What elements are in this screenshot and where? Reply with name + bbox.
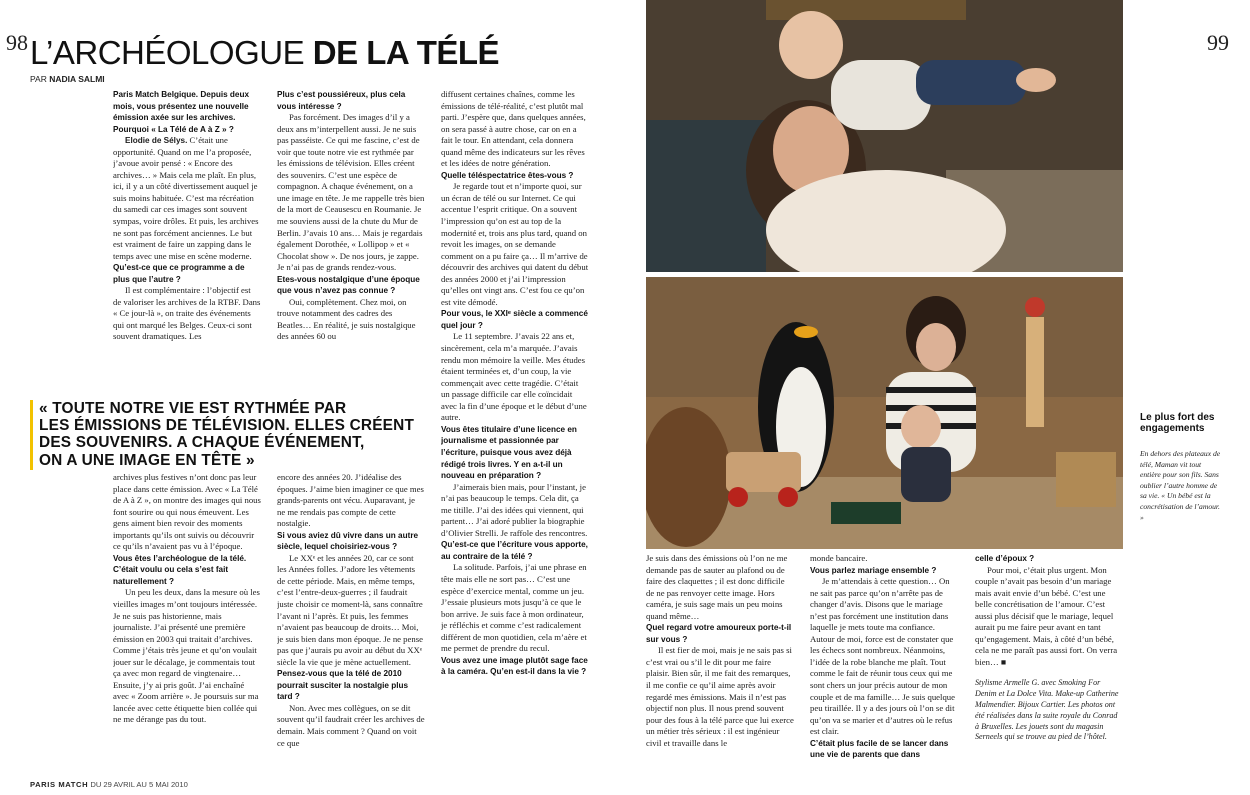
question: Quel regard votre amoureux porte-t-il sur vous ?: [646, 623, 792, 644]
question: Pensez-vous que la télé de 2010 pourrait susciter la nostalgie plus tard ?: [277, 669, 409, 702]
page-footer: [30, 780, 188, 789]
answer: Le XXᵉ et les années 20, car ce sont les Années folles. J’adore les vêtements de cette période. Mais, en même temps, c’est l’entre-deux-guerres ; il faudrait juste choisir ce moment-là, sans connaître l’avant ni l’après. Et puis, les femmes n’avaient pas beaucoup de droits… Moi, je suis bien dans mon époque. Je ne pense pas que j’aurais pu avoir au début du XXᵉ siècle la vie que je mène actuellement.: [277, 552, 423, 667]
title-bold: DE LA TÉLÉ: [312, 34, 500, 71]
byline-prefix: PAR: [30, 74, 47, 84]
answer: [113, 135, 261, 262]
answer: encore des années 20. J’idéalise des époques. J’aime bien imaginer ce que mes grands-parents ont vécu. Auparavant, je ne me rendais pas compte de cette nostalgie.: [277, 472, 424, 529]
photo-caption-title: Le plus fort des engagements: [1140, 412, 1215, 434]
answer: La solitude. Parfois, j’ai une phrase en tête mais elle ne sort pas… C’est une espèce d’exercice mental, comme un jeu. J’essaie plusieurs mots jusqu’à ce que le bon arrive. Je suis face à mon ordinateur, je réfléchis et comme c’est radicalement différent de mon quotidien, cela m’aère et me permet de prendre du recul.: [441, 562, 587, 654]
text-column-2-top: [277, 89, 425, 391]
answer: Je regarde tout et n’importe quoi, sur un écran de télé ou sur Internet. Ce qui accentue l’esprit critique. On a souvent l’impression qu’on est au top de la modernité et, trois ans plus tard, quand on revoit les images, on se demande comment on a pu faire ça… Il m’arrive de découvrir des archives qui datent du début des années 2000 et j’ai l’impression qu’elles ont vingt ans. C’est fou ce qu’on est vite démodé.: [441, 181, 589, 307]
answer: Il est fier de moi, mais je ne sais pas si c’est vrai ou s’il le dit pour me faire plaisir. Bien sûr, il me fait des remarques, il me confie ce qu’il aime après avoir regardé mes émissions. Mais il n’est pas objectif non plus. Il nous prend souvent pour des fous à la télé parce que lui exerce un métier très sérieux : il est ingénieur civil et travaille dans le: [646, 645, 794, 748]
answer: archives plus festives n’ont donc pas leur place dans cette émission. Avec « La Télé de A à Z », on montre des images qui nous font sourire ou qui nous émeuvent. Les gens aiment bien revoir des moments importants qu’ils ont suivis ou découvrir ce qu’ils n’avaient pas vu à l’époque.: [113, 472, 261, 552]
question: Paris Match Belgique. Depuis deux mois, vous présentez une nouvelle émission axée sur les archives. Pourquoi « La Télé de A à Z » ?: [113, 90, 250, 134]
magazine-name: PARIS MATCH: [30, 780, 89, 789]
answer: Il est complémentaire : l’objectif est de valoriser les archives de la RTBF. Dans « Ce jour-là », on traite des événements qui ont marqué les Belges. Ceux-ci sont souvent dramatiques. Les: [113, 285, 261, 342]
pull-quote-line: « TOUTE NOTRE VIE EST RYTHMÉE PAR: [39, 400, 347, 417]
text-column-2-bottom: [277, 472, 425, 777]
answer: Pour moi, c’était plus urgent. Mon couple n’avait pas besoin d’un mariage mais avait envie d’un bébé. C’est une belle concrétisation de l’amour. C’est aussi plus décisif que le mariage, lequel aurait pu me faire peur avant en tant qu’engagement. Mais, à côté d’un bébé, cela ne me paraît pas aussi fort. On verra bien… ■: [975, 564, 1118, 667]
answer: Non. Avec mes collègues, on se dit souvent qu’il faudrait créer les archives de demain. Mais comment ? Quand on voit ce que: [277, 702, 425, 748]
question: Pour vous, le XXIᵉ siècle a commencé quel jour ?: [441, 309, 588, 330]
byline-author: NADIA SALMI: [49, 74, 105, 84]
pull-quote-line: LES ÉMISSIONS DE TÉLÉVISION. ELLES CRÉENT: [39, 417, 415, 435]
text-column-5: [810, 553, 958, 778]
answer-text: C’était une opportunité. Quand on me l’a proposée, j’avoue avoir pensé : « Encore des archives… » Mais cela me plaît. En plus, ici, il y a un côté divertissement auquel je suis moins habituée. C’est ma récréation du samedi car ces images sont souvent sympas, voire drôles. Et puis, les archives ne sont pas forcément anciennes. Le but est vraiment de faire un zapping dans le temps avec une mise en scène moderne.: [113, 135, 259, 261]
question: Vous parlez mariage ensemble ?: [810, 565, 937, 575]
question: celle d’époux ?: [975, 554, 1035, 563]
photo-mother-lifting-baby: [646, 0, 1123, 272]
photo-illustration: [646, 0, 1123, 272]
question: Vous êtes titulaire d’une licence en journalisme et passionnée par l’écriture, puisque vous avez déjà rédigé trois livres. Y en a-t-il un nouveau en préparation ?: [441, 424, 577, 481]
article-title: [30, 34, 499, 72]
byline: [30, 74, 105, 84]
question: Etes-vous nostalgique d’une époque que vous n’avez pas connue ?: [277, 274, 420, 296]
answer: Je suis dans des émissions où l’on ne me demande pas de sauter au plafond ou de faire des claquettes ; il est donc difficile de ne pas renvoyer cette image. Hors caméra, je suis sage mais un peu moins quand même…: [646, 553, 788, 621]
title-light: L’ARCHÉOLOGUE: [30, 34, 305, 71]
question: Plus c’est poussiéreux, plus cela vous intéresse ?: [277, 90, 406, 111]
issue-dates: DU 29 AVRIL AU 5 MAI 2010: [90, 780, 188, 789]
answer: diffusent certaines chaînes, comme les émissions de télé-réalité, c’est plutôt mal parti. J’espère que, dans quelques années, on sera passé à autre chose, car on en a fait le tour. En attendant, cela donnera quand même des indicateurs sur les rêves et les idées de notre génération.: [441, 89, 586, 169]
page-number-left: 98: [6, 30, 28, 55]
question: Qu’est-ce que ce programme a de plus que l’autre ?: [113, 263, 245, 284]
answer: Je m’attendais à cette question… On ne sait pas parce qu’on n’arrête pas de changer d’avis. Disons que le mariage n’est pas forcément une institution dans laquelle je mets toute ma confiance. Autour de moi, force est de constater que les échecs sont nombreux. Néanmoins, l’idée de la robe blanche me plaît. Tout comme le fait de réunir tous ceux qui me sont chers un jour précis autour de mon couple et de ma famille… Je suis quelque peu tiraillée. Il y a des jours où l’on se dit qu’on va se marier et d’autres où le refus est clair.: [810, 576, 955, 737]
question: Vous avez une image plutôt sage face à la caméra. Qu’en est-il dans la vie ?: [441, 655, 588, 677]
question: Si vous aviez dû vivre dans un autre siècle, lequel choisiriez-vous ?: [277, 530, 419, 552]
pull-quote: [30, 400, 590, 470]
question: Quelle téléspectatrice êtes-vous ?: [441, 170, 574, 180]
answer: Le 11 septembre. J’avais 22 ans et, sincèrement, cela m’a marquée. J’avais rendu mon mémoire la veille. Mes études étaient terminées et, d’un coup, la vie commençait avec cette tragédie. C’était un passage difficile car elle coïncidait avec la fin d’une époque et le début d’une autre.: [441, 331, 587, 423]
text-column-1-bottom: [113, 472, 261, 777]
question: Vous êtes l’archéologue de la télé. C’était voulu ou cela s’est fait naturellement ?: [113, 553, 247, 586]
photo-caption-text: En dehors des plateaux de télé, Maman vit tout entière pour son fils. Sans oublier l’autre homme de sa vie. « Un bébé est la concrétisation de l’amour. »: [1140, 449, 1221, 522]
photo-credits: Stylisme Armelle G. avec Smoking For Denim et La Dolce Vita. Make-up Catherine Malmendier. Bijoux Cartier. Les photos ont été réalisées dans la suite royale du Conrad à Bruxelles. Les jouets sont du magasin Serneels qui se trouve au pied de l’hôtel.: [975, 678, 1119, 742]
text-column-6: [975, 553, 1123, 778]
page-number-right: 99: [1207, 30, 1229, 55]
text-column-4: [646, 553, 794, 778]
interviewee-name: Elodie de Sélys.: [125, 136, 188, 146]
pull-quote-line: DES SOUVENIRS. A CHAQUE ÉVÉNEMENT,: [39, 434, 365, 452]
answer: Oui, complètement. Chez moi, on trouve notamment des cadres des Beatles… En réalité, je suis nostalgique des années 60 ou: [277, 296, 416, 342]
answer: Un peu les deux, dans la mesure où les vieilles images m’ont toujours intéressée. Je ne suis pas historienne, mais journaliste. J’ai présenté une première émission en 2003 qui traitait d’archives. Comme j’étais très jeune et qu’on voulait jouer sur le décalage, je commentais tout ça avec mon regard de vingtenaire… Ensuite, j’y ai pris goût. J’ai enchaîné avec « Zoom arrière ». Je poursuis sur ma lancée avec cette étiquette bien collée qui ne me dérange pas du tout.: [113, 587, 260, 725]
pull-quote-line: ON A UNE IMAGE EN TÊTE »: [39, 451, 255, 469]
answer: monde bancaire.: [810, 553, 868, 563]
text-column-1-top: [113, 89, 261, 391]
answer: Pas forcément. Des images d’il y a deux ans m’interpellent aussi. Je ne suis pas passéiste. Ce qui me fascine, c’est de voir que toute notre vie est rythmée par les émissions de télévision. Elles créent des souvenirs. C’est une espèce de compagnon. A chaque événement, on a une image en tête. Je me rappelle très bien de la mort de Ceausescu en Roumanie. Je me souviens aussi de la chute du Mur de Berlin. J’avais 10 ans… Mais je regardais également Dorothée, « Lollipop » et « Chocolat show ». De nos jours, je zappe. Je n’ai pas de grands rendez-vous.: [277, 112, 425, 273]
photo-mother-baby-toys: [646, 277, 1123, 549]
photo-illustration: [646, 277, 1123, 549]
question: C’était plus facile de se lancer dans une vie de parents que dans: [810, 738, 949, 760]
question: Qu’est-ce que l’écriture vous apporte, au contraire de la télé ?: [441, 540, 588, 561]
answer: J’aimerais bien mais, pour l’instant, je n’ai pas beaucoup le temps. Cela dit, ça me titille. J’ai des idées qui viennent, qui partent… J’ai adoré publier la biographie d’Olivier Strelli. Je raffole des rencontres.: [441, 481, 588, 538]
